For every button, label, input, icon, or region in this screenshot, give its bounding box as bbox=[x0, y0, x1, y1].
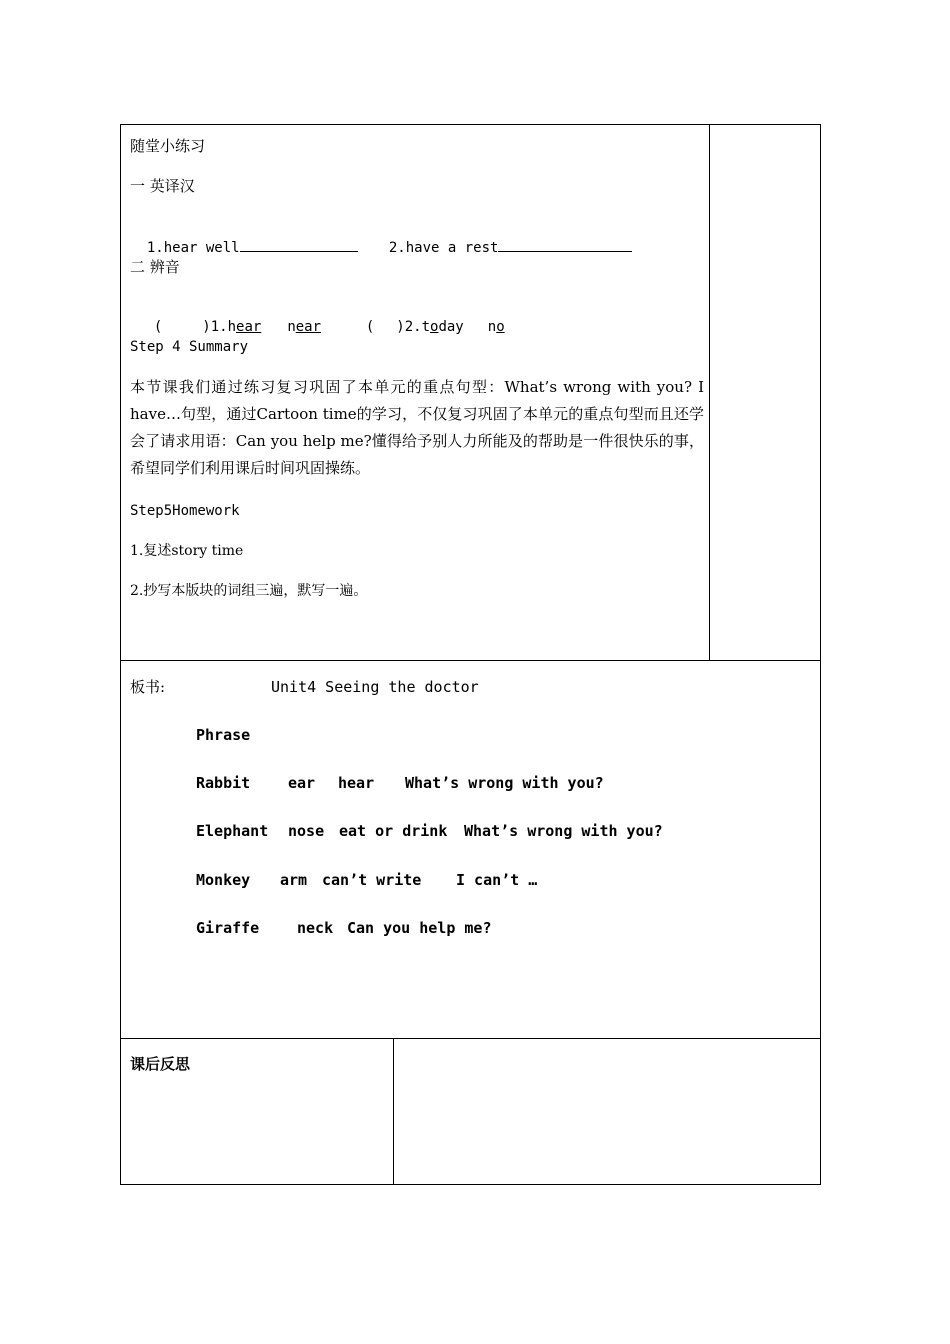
board-row-1-body-part: ear bbox=[288, 774, 316, 792]
item-2-word-a-suffix: day bbox=[438, 319, 464, 335]
reflection-content-cell[interactable] bbox=[395, 1040, 819, 1183]
reflection-column-divider bbox=[393, 1038, 394, 1185]
board-row-1-animal: Rabbit bbox=[196, 774, 251, 792]
answer-blank-2[interactable] bbox=[498, 237, 632, 252]
board-title: Unit4 Seeing the doctor bbox=[271, 678, 479, 696]
homework-title: Step5Homework bbox=[130, 503, 240, 519]
summary-title: Step 4 Summary bbox=[130, 339, 249, 355]
board-row-3-animal: Monkey bbox=[196, 871, 251, 889]
board-row-3-sentence: I can’t … bbox=[456, 871, 538, 889]
item-1-word-b-prefix: n bbox=[287, 319, 296, 335]
board-row-2-sentence: What’s wrong with you? bbox=[464, 822, 663, 840]
item-2-underlined-b: o bbox=[496, 319, 505, 335]
item-1-underlined-b: ear bbox=[295, 319, 322, 335]
board-row-3-body-part: arm bbox=[280, 871, 308, 889]
practice-heading: 随堂小练习 bbox=[130, 137, 206, 155]
board-row-1-phrase: hear bbox=[338, 774, 375, 792]
side-column-divider bbox=[709, 124, 710, 661]
lesson-table bbox=[120, 124, 821, 1185]
pronunciation-item-2 bbox=[349, 297, 505, 337]
question-2-text: 2.have a rest bbox=[388, 240, 499, 256]
section-translate-heading: 一 英译汉 bbox=[130, 177, 195, 195]
question-2 bbox=[372, 217, 632, 258]
answer-blank-1[interactable] bbox=[240, 237, 358, 252]
item-1-underlined-a: ear bbox=[236, 319, 262, 335]
summary-text: 本节课我们通过练习复习巩固了本单元的重点句型：What’s wrong with you? I have…句型，通过Cartoon time的学习，不仅复习巩固了本单元的重点句型而且还学会了请求用语：Can you help me?懂得给予别人力所能及的帮助是一件很快乐的事，希望同学们利用课后时间巩固操练。 bbox=[130, 378, 704, 477]
board-row-2-body-part: nose bbox=[288, 822, 325, 840]
paren-open-2: ( bbox=[365, 319, 375, 335]
board-phrase-heading: Phrase bbox=[196, 726, 251, 744]
homework-item-2: 2.抄写本版块的词组三遍，默写一遍。 bbox=[130, 583, 368, 599]
question-1-text: 1.hear well bbox=[146, 240, 240, 256]
board-row-3-phrase: can’t write bbox=[322, 871, 422, 889]
board-row-2-phrase: eat or drink bbox=[339, 822, 448, 840]
item-2-underlined-a: o bbox=[430, 319, 439, 335]
item-2-word-b-prefix: n bbox=[487, 319, 497, 335]
board-row-4-phrase: Can you help me? bbox=[347, 919, 492, 937]
question-1 bbox=[130, 217, 358, 258]
board-label: 板书: bbox=[130, 678, 166, 696]
board-section-divider bbox=[120, 660, 821, 661]
reflection-label: 课后反思 bbox=[130, 1055, 191, 1073]
item-2-prefix: )2.t bbox=[396, 319, 431, 335]
board-row-1-sentence: What’s wrong with you? bbox=[405, 774, 604, 792]
reflection-section-divider bbox=[120, 1038, 821, 1039]
pronunciation-item-1 bbox=[137, 297, 321, 337]
board-row-2-animal: Elephant bbox=[196, 822, 269, 840]
section-pronunciation-heading: 二 辨音 bbox=[130, 258, 180, 276]
homework-item-1: 1.复述story time bbox=[130, 543, 244, 559]
board-row-4-body-part: neck bbox=[297, 919, 334, 937]
item-1-prefix: )1.h bbox=[202, 319, 237, 335]
board-row-4-animal: Giraffe bbox=[196, 919, 260, 937]
paren-open-1: ( bbox=[153, 319, 163, 335]
